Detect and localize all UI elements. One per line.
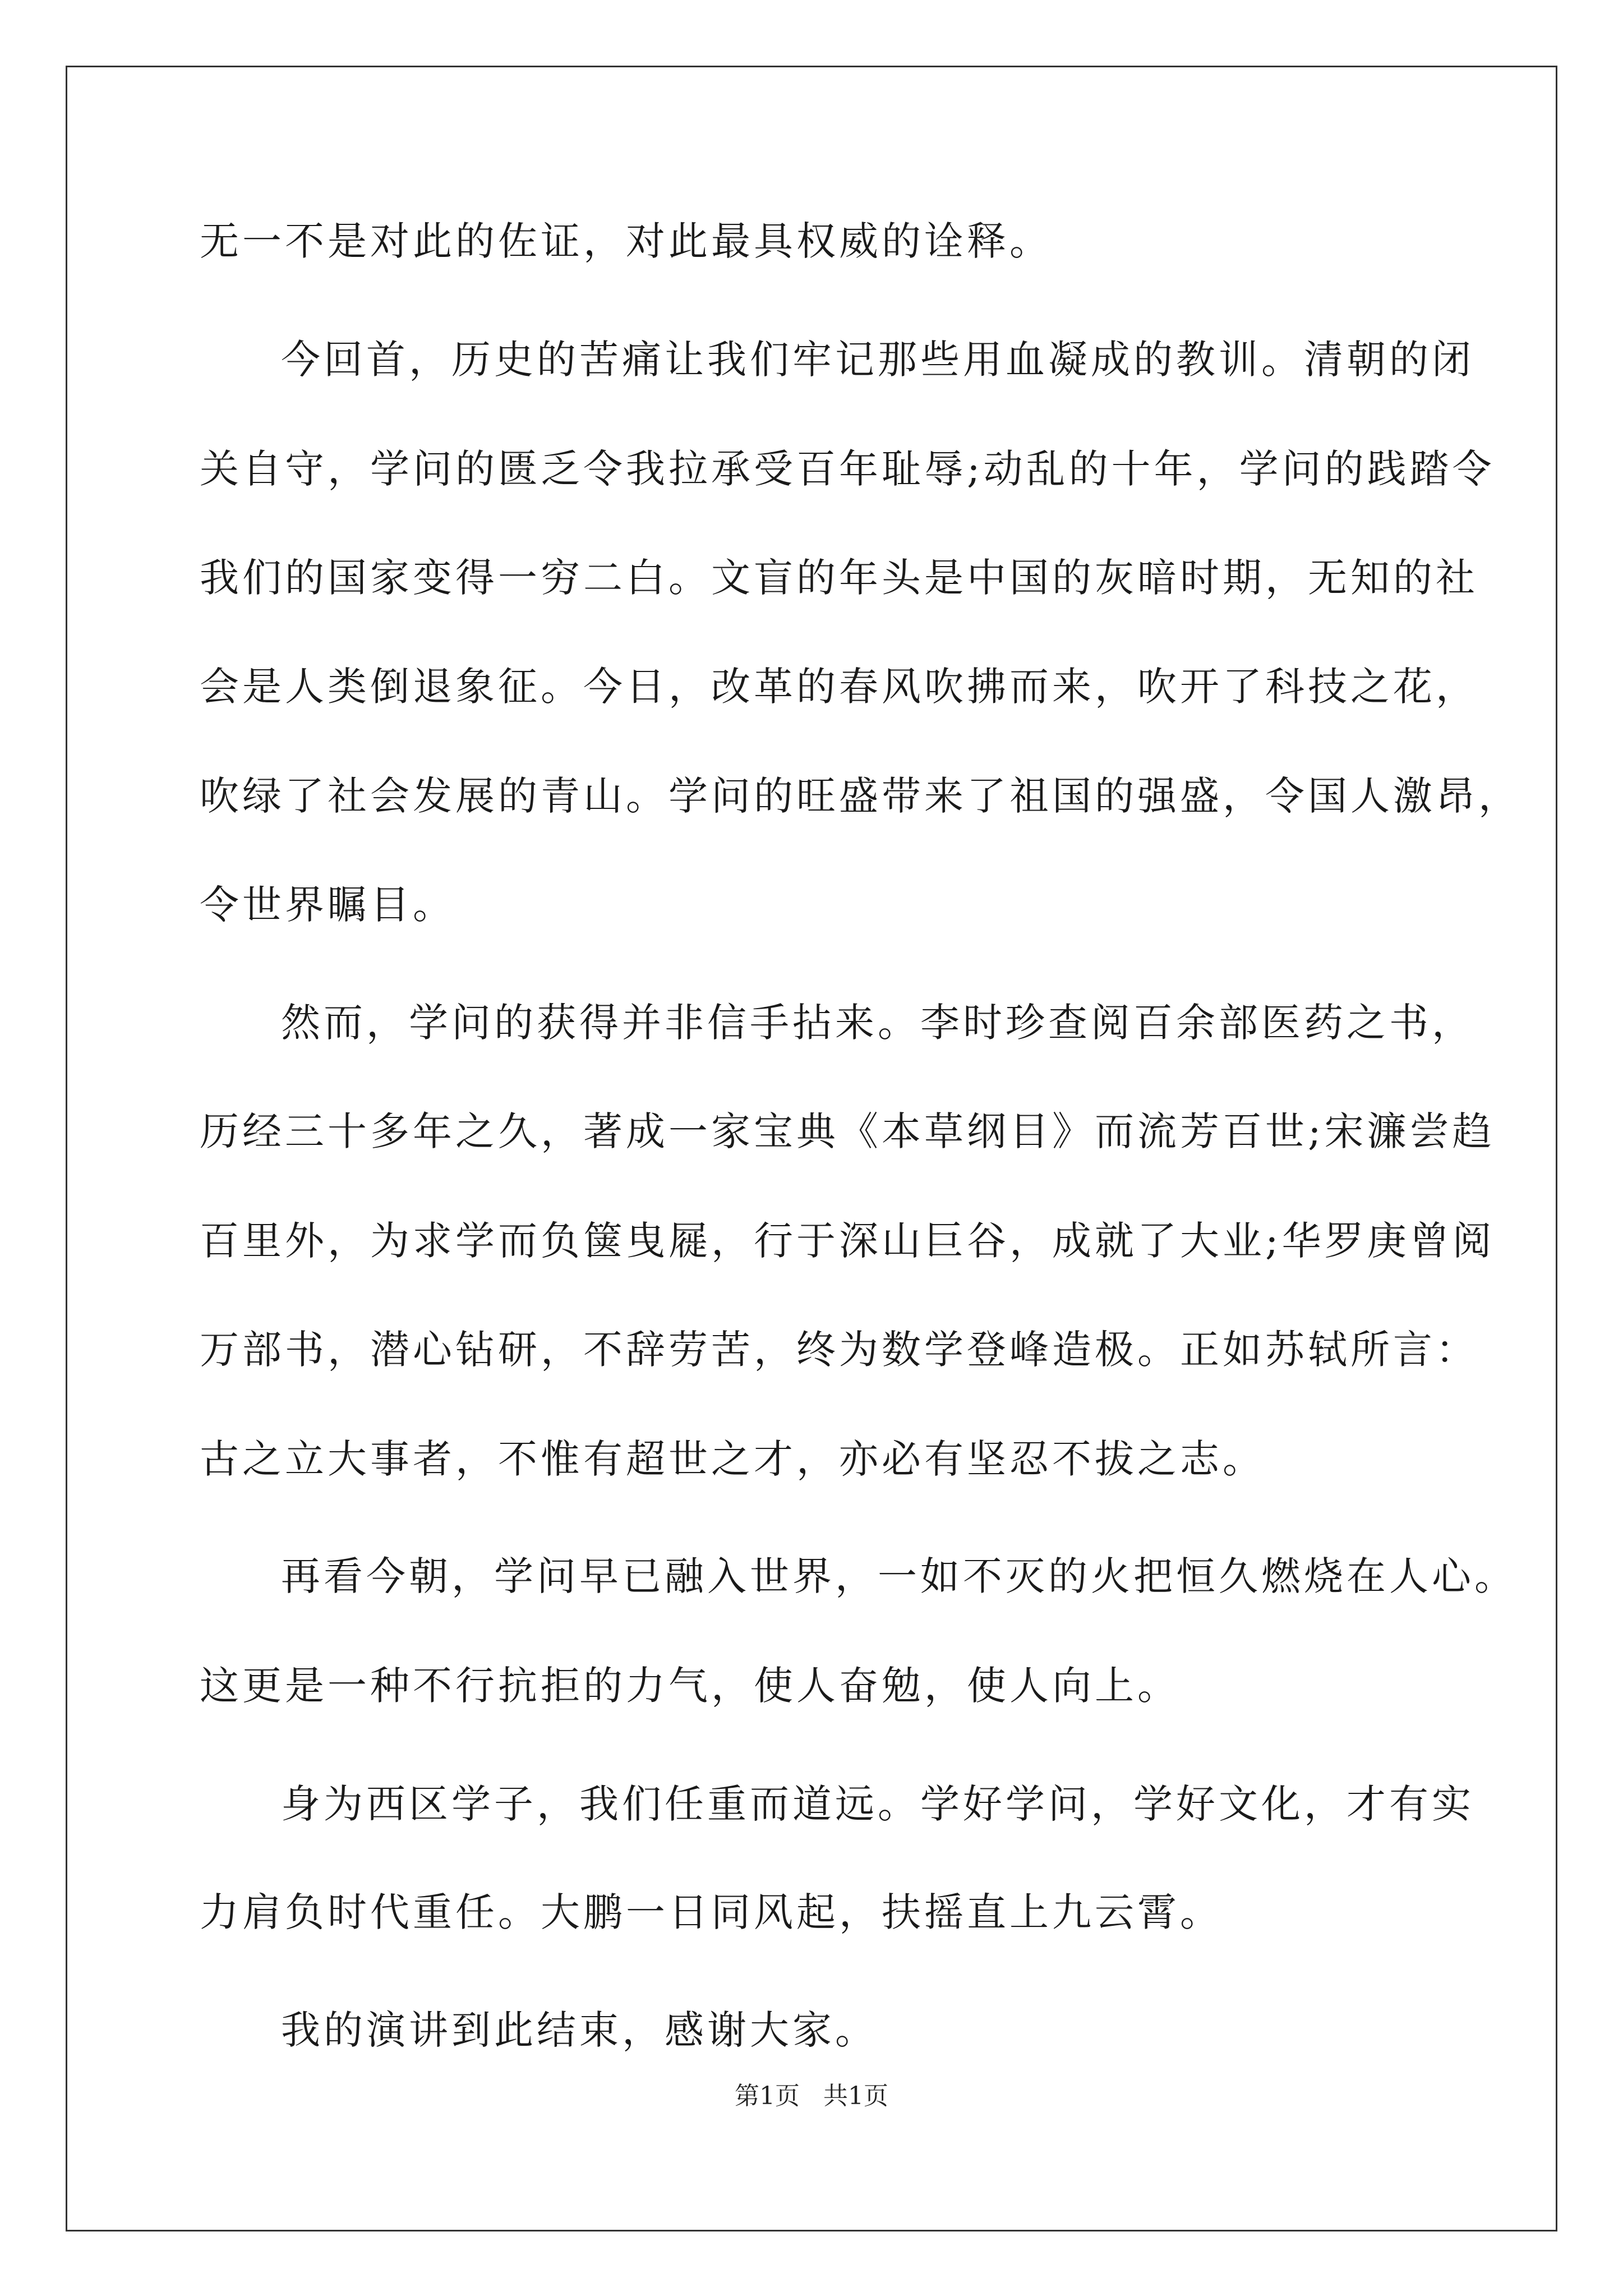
page-number-footer: 第1页 共1页 <box>735 2082 888 2110</box>
text-line: 今回首，历史的苦痛让我们牢记那些用血凝成的教训。清朝的闭 <box>281 337 1474 383</box>
text-line: 吹绿了社会发展的青山。学问的旺盛带来了祖国的强盛，令国人激昂， <box>200 773 1521 819</box>
text-line: 身为西区学子，我们任重而道远。学好学问，学好文化，才有实 <box>281 1781 1474 1827</box>
text-line: 百里外，为求学而负箧曳屣，行于深山巨谷，成就了大业;华罗庚曾阅 <box>200 1218 1495 1264</box>
text-line: 我的演讲到此结束，感谢大家。 <box>281 2007 878 2053</box>
text-line: 会是人类倒退象征。今日，改革的春风吹拂而来，吹开了科技之花， <box>200 664 1478 710</box>
text-line: 令世界瞩目。 <box>200 882 455 928</box>
text-line: 我们的国家变得一穷二白。文盲的年头是中国的灰暗时期，无知的社 <box>200 555 1478 601</box>
text-line: 再看今朝，学问早已融入世界，一如不灭的火把恒久燃烧在人心。 <box>281 1553 1517 1599</box>
text-line: 无一不是对此的佐证，对此最具权威的诠释。 <box>200 218 1052 264</box>
text-line: 历经三十多年之久，著成一家宝典《本草纲目》而流芳百世;宋濂尝趋 <box>200 1108 1495 1154</box>
text-line: 古之立大事者，不惟有超世之才，亦必有坚忍不拔之志。 <box>200 1436 1265 1482</box>
text-line: 然而，学问的获得并非信手拈来。李时珍查阅百余部医药之书， <box>281 1000 1474 1046</box>
text-line: 力肩负时代重任。大鹏一日同风起，扶摇直上九云霄。 <box>200 1889 1223 1935</box>
text-line: 这更是一种不行抗拒的力气，使人奋勉，使人向上。 <box>200 1663 1180 1709</box>
text-line: 关自守，学问的匮乏令我拉承受百年耻辱;动乱的十年，学问的践踏令 <box>200 446 1495 492</box>
text-line: 万部书，潜心钻研，不辞劳苦，终为数学登峰造极。正如苏轼所言： <box>200 1327 1478 1373</box>
